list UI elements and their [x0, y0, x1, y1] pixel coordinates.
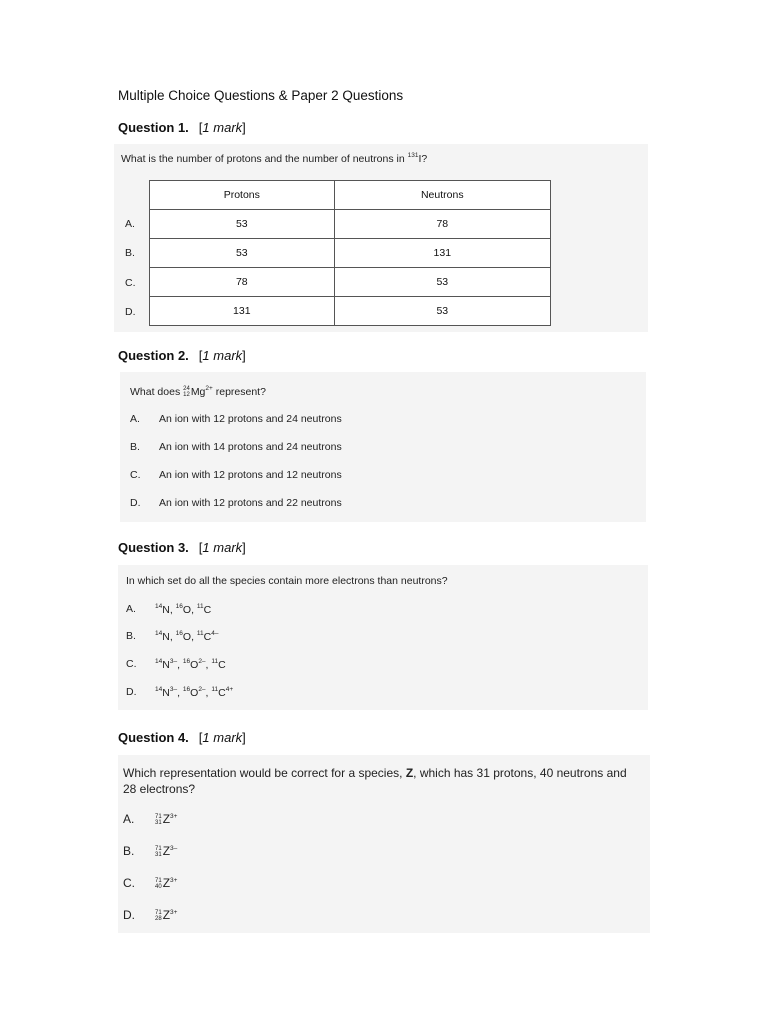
- question-4-prompt: Which representation would be correct for a species, Z, which has 31 protons, 40 neutrons and 28 electrons?: [123, 766, 627, 796]
- mark-value: [1 mark]: [198, 348, 246, 363]
- question-label: Question 4.: [118, 730, 189, 745]
- column-header: Neutrons: [334, 181, 550, 210]
- question-3-prompt: In which set do all the species contain more electrons than neutrons?: [126, 575, 448, 587]
- mark-value: [1 mark]: [198, 120, 246, 135]
- question-4-heading: [118, 730, 246, 745]
- table-row: 131 53: [150, 297, 551, 326]
- question-1-table: [149, 180, 551, 326]
- option-letter: D.: [125, 306, 136, 318]
- question-3-heading: [118, 540, 246, 555]
- mark-value: [1 mark]: [198, 540, 246, 555]
- mark-value: [1 mark]: [198, 730, 246, 745]
- question-label: Question 3.: [118, 540, 189, 555]
- question-2-heading: [118, 348, 246, 363]
- question-label: Question 2.: [118, 348, 189, 363]
- option-letter: C.: [125, 277, 136, 289]
- table-row: 53 78: [150, 210, 551, 239]
- option-letter: A.: [125, 218, 135, 230]
- table-row: 78 53: [150, 268, 551, 297]
- column-header: Protons: [150, 181, 335, 210]
- question-label: Question 1.: [118, 120, 189, 135]
- table-row: 53 131: [150, 239, 551, 268]
- question-1-heading: [118, 120, 246, 135]
- question-1-prompt: What is the number of protons and the number of neutrons in $^{131}$I?: [121, 152, 428, 165]
- page-title: Multiple Choice Questions & Paper 2 Questions: [118, 88, 404, 103]
- option-letter: B.: [125, 247, 135, 259]
- question-2-prompt: What does 24 12 $Mg^{2+}$ represent?: [130, 385, 266, 399]
